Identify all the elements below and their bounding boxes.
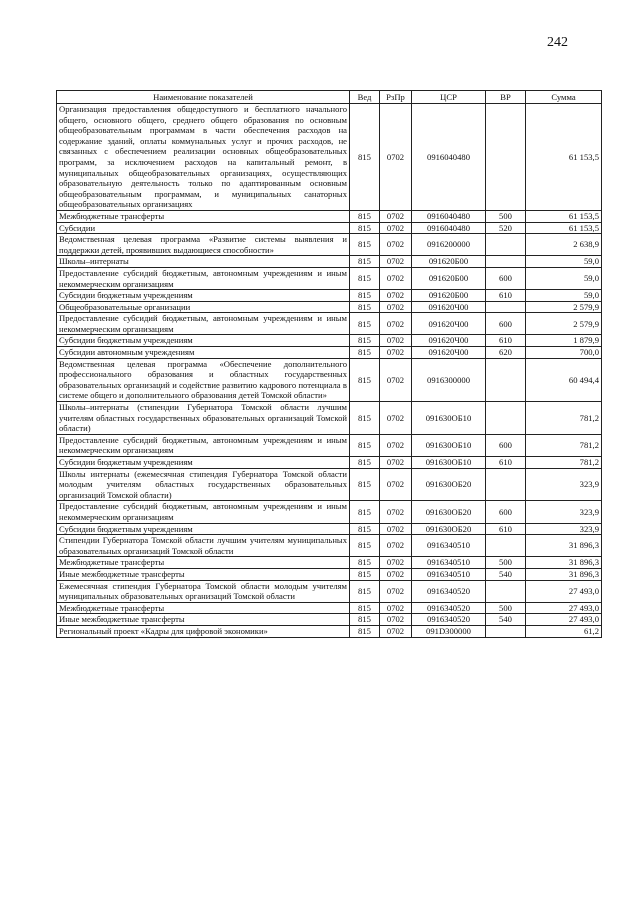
table-row bbox=[57, 358, 602, 401]
cell-csr: 091620Б00 bbox=[412, 267, 486, 289]
cell-sum: 59,0 bbox=[526, 267, 602, 289]
cell-rzpr: 0702 bbox=[380, 625, 412, 637]
cell-csr: 0916040480 bbox=[412, 210, 486, 222]
cell-vr bbox=[486, 234, 526, 256]
cell-csr: 091620Б00 bbox=[412, 256, 486, 268]
cell-name: Субсидии автономным учреждениям bbox=[57, 347, 350, 359]
cell-vr bbox=[486, 301, 526, 313]
cell-vr: 620 bbox=[486, 347, 526, 359]
cell-vr: 600 bbox=[486, 434, 526, 456]
header-name: Наименование показателей bbox=[57, 91, 350, 104]
cell-vr: 600 bbox=[486, 501, 526, 523]
cell-ved: 815 bbox=[350, 468, 380, 501]
cell-ved: 815 bbox=[350, 358, 380, 401]
cell-ved: 815 bbox=[350, 602, 380, 614]
cell-csr: 091630ОБ10 bbox=[412, 457, 486, 469]
table-row bbox=[57, 457, 602, 469]
cell-rzpr: 0702 bbox=[380, 267, 412, 289]
cell-vr: 600 bbox=[486, 313, 526, 335]
cell-ved: 815 bbox=[350, 568, 380, 580]
cell-sum: 59,0 bbox=[526, 290, 602, 302]
cell-vr bbox=[486, 402, 526, 435]
cell-sum: 31 896,3 bbox=[526, 535, 602, 557]
table-row bbox=[57, 104, 602, 211]
cell-sum: 700,0 bbox=[526, 347, 602, 359]
table-row bbox=[57, 313, 602, 335]
cell-rzpr: 0702 bbox=[380, 535, 412, 557]
cell-name: Предоставление субсидий бюджетным, автономным учреждениям и иным некоммерческим организациям bbox=[57, 434, 350, 456]
cell-vr bbox=[486, 104, 526, 211]
cell-sum: 31 896,3 bbox=[526, 568, 602, 580]
table-row bbox=[57, 625, 602, 637]
cell-rzpr: 0702 bbox=[380, 234, 412, 256]
cell-ved: 815 bbox=[350, 301, 380, 313]
cell-csr: 091630ОБ10 bbox=[412, 402, 486, 435]
cell-vr: 600 bbox=[486, 267, 526, 289]
table-row bbox=[57, 580, 602, 602]
cell-name: Межбюджетные трансферты bbox=[57, 210, 350, 222]
cell-csr: 0916340510 bbox=[412, 557, 486, 569]
cell-name: Субсидии бюджетным учреждениям bbox=[57, 457, 350, 469]
cell-rzpr: 0702 bbox=[380, 434, 412, 456]
cell-ved: 815 bbox=[350, 580, 380, 602]
table-row bbox=[57, 602, 602, 614]
cell-csr: 091620Ч00 bbox=[412, 313, 486, 335]
cell-name: Субсидии бюджетным учреждениям bbox=[57, 290, 350, 302]
cell-name: Предоставление субсидий бюджетным, автономным учреждениям и иным некоммерческим организациям bbox=[57, 313, 350, 335]
cell-ved: 815 bbox=[350, 523, 380, 535]
cell-name: Межбюджетные трансферты bbox=[57, 602, 350, 614]
table-row bbox=[57, 535, 602, 557]
cell-name: Стипендии Губернатора Томской области лучшим учителям муниципальных образовательных организаций Томской области bbox=[57, 535, 350, 557]
table-row bbox=[57, 434, 602, 456]
cell-csr: 091620Ч00 bbox=[412, 335, 486, 347]
cell-ved: 815 bbox=[350, 234, 380, 256]
cell-sum: 1 879,9 bbox=[526, 335, 602, 347]
cell-vr: 500 bbox=[486, 602, 526, 614]
cell-vr: 610 bbox=[486, 335, 526, 347]
table-row bbox=[57, 301, 602, 313]
cell-ved: 815 bbox=[350, 457, 380, 469]
header-ved: Вед bbox=[350, 91, 380, 104]
cell-csr: 0916340510 bbox=[412, 568, 486, 580]
cell-rzpr: 0702 bbox=[380, 501, 412, 523]
cell-sum: 60 494,4 bbox=[526, 358, 602, 401]
cell-csr: 0916040480 bbox=[412, 104, 486, 211]
cell-name: Предоставление субсидий бюджетным, автономным учреждениям и иным некоммерческим организациям bbox=[57, 501, 350, 523]
header-csr: ЦСР bbox=[412, 91, 486, 104]
cell-sum: 27 493,0 bbox=[526, 614, 602, 626]
cell-vr bbox=[486, 625, 526, 637]
cell-ved: 815 bbox=[350, 256, 380, 268]
cell-rzpr: 0702 bbox=[380, 256, 412, 268]
cell-rzpr: 0702 bbox=[380, 290, 412, 302]
cell-vr: 520 bbox=[486, 222, 526, 234]
cell-sum: 2 579,9 bbox=[526, 301, 602, 313]
cell-vr: 500 bbox=[486, 210, 526, 222]
cell-sum: 323,9 bbox=[526, 501, 602, 523]
cell-sum: 27 493,0 bbox=[526, 602, 602, 614]
cell-vr bbox=[486, 468, 526, 501]
cell-csr: 091630ОБ20 bbox=[412, 523, 486, 535]
table-row bbox=[57, 347, 602, 359]
cell-ved: 815 bbox=[350, 267, 380, 289]
cell-name: Предоставление субсидий бюджетным, автономным учреждениям и иным некоммерческим организациям bbox=[57, 267, 350, 289]
cell-rzpr: 0702 bbox=[380, 523, 412, 535]
cell-ved: 815 bbox=[350, 625, 380, 637]
cell-sum: 61 153,5 bbox=[526, 104, 602, 211]
cell-name: Межбюджетные трансферты bbox=[57, 557, 350, 569]
cell-csr: 0916040480 bbox=[412, 222, 486, 234]
cell-rzpr: 0702 bbox=[380, 335, 412, 347]
cell-name: Организация предоставления общедоступного и бесплатного начального общего, основного общего, среднего общего образования по основным общеобразовательным программам в части обеспечения расходов на содержание зданий, оплаты коммунальных услуг и прочих расходов, не связанных с обеспечением реализации основных общеобразовательных программ, за исключением расходов на капитальный ремонт, в муниципальных общеобразовательных организациях, осуществляющих образовательную деятельность только по адаптированным основным общеобразовательным программам, и муниципальных санаторных общеобразовательных организациях bbox=[57, 104, 350, 211]
cell-vr: 500 bbox=[486, 557, 526, 569]
cell-sum: 31 896,3 bbox=[526, 557, 602, 569]
cell-ved: 815 bbox=[350, 313, 380, 335]
cell-sum: 323,9 bbox=[526, 523, 602, 535]
cell-ved: 815 bbox=[350, 290, 380, 302]
cell-sum: 61,2 bbox=[526, 625, 602, 637]
cell-ved: 815 bbox=[350, 535, 380, 557]
cell-sum: 27 493,0 bbox=[526, 580, 602, 602]
cell-name: Ежемесячная стипендия Губернатора Томской области молодым учителям муниципальных образовательных организаций Томской области bbox=[57, 580, 350, 602]
cell-vr: 540 bbox=[486, 568, 526, 580]
cell-name: Школы–интернаты (стипендии Губернатора Томской области лучшим учителям областных государственных образовательных организаций Томской области) bbox=[57, 402, 350, 435]
header-rzpr: РзПр bbox=[380, 91, 412, 104]
cell-rzpr: 0702 bbox=[380, 402, 412, 435]
cell-csr: 0916340510 bbox=[412, 535, 486, 557]
cell-name: Иные межбюджетные трансферты bbox=[57, 568, 350, 580]
cell-sum: 781,2 bbox=[526, 434, 602, 456]
cell-csr: 0916340520 bbox=[412, 602, 486, 614]
cell-vr bbox=[486, 580, 526, 602]
table-row bbox=[57, 523, 602, 535]
cell-rzpr: 0702 bbox=[380, 210, 412, 222]
cell-csr: 091630ОБ20 bbox=[412, 468, 486, 501]
cell-sum: 781,2 bbox=[526, 457, 602, 469]
budget-table bbox=[56, 90, 602, 638]
cell-ved: 815 bbox=[350, 501, 380, 523]
table-header-row bbox=[57, 91, 602, 104]
cell-ved: 815 bbox=[350, 222, 380, 234]
cell-sum: 781,2 bbox=[526, 402, 602, 435]
table-row bbox=[57, 222, 602, 234]
cell-sum: 2 638,9 bbox=[526, 234, 602, 256]
cell-sum: 2 579,9 bbox=[526, 313, 602, 335]
cell-ved: 815 bbox=[350, 557, 380, 569]
cell-rzpr: 0702 bbox=[380, 468, 412, 501]
cell-rzpr: 0702 bbox=[380, 313, 412, 335]
cell-name: Субсидии бюджетным учреждениям bbox=[57, 523, 350, 535]
cell-name: Региональный проект «Кадры для цифровой экономики» bbox=[57, 625, 350, 637]
cell-rzpr: 0702 bbox=[380, 557, 412, 569]
table-row bbox=[57, 335, 602, 347]
cell-ved: 815 bbox=[350, 347, 380, 359]
cell-vr: 540 bbox=[486, 614, 526, 626]
cell-ved: 815 bbox=[350, 434, 380, 456]
cell-vr: 610 bbox=[486, 457, 526, 469]
cell-rzpr: 0702 bbox=[380, 568, 412, 580]
cell-csr: 0916200000 bbox=[412, 234, 486, 256]
cell-csr: 0916340520 bbox=[412, 614, 486, 626]
cell-rzpr: 0702 bbox=[380, 347, 412, 359]
cell-name: Субсидии bbox=[57, 222, 350, 234]
cell-vr: 610 bbox=[486, 523, 526, 535]
cell-name: Школы интернаты (ежемесячная стипендия Губернатора Томской области молодым учителям областных государственных образовательных организаций Томской области) bbox=[57, 468, 350, 501]
cell-rzpr: 0702 bbox=[380, 457, 412, 469]
table-row bbox=[57, 614, 602, 626]
cell-sum: 59,0 bbox=[526, 256, 602, 268]
cell-vr bbox=[486, 358, 526, 401]
table-row bbox=[57, 256, 602, 268]
table-body bbox=[57, 104, 602, 638]
cell-name: Субсидии бюджетным учреждениям bbox=[57, 335, 350, 347]
cell-sum: 61 153,5 bbox=[526, 222, 602, 234]
page-number: 242 bbox=[547, 35, 568, 50]
cell-name: Школы–интернаты bbox=[57, 256, 350, 268]
cell-rzpr: 0702 bbox=[380, 602, 412, 614]
cell-sum: 323,9 bbox=[526, 468, 602, 501]
table-row bbox=[57, 267, 602, 289]
table-row bbox=[57, 234, 602, 256]
table-row bbox=[57, 290, 602, 302]
cell-csr: 091D300000 bbox=[412, 625, 486, 637]
table-row bbox=[57, 210, 602, 222]
cell-rzpr: 0702 bbox=[380, 222, 412, 234]
cell-ved: 815 bbox=[350, 614, 380, 626]
cell-csr: 0916340520 bbox=[412, 580, 486, 602]
table-row bbox=[57, 402, 602, 435]
cell-vr bbox=[486, 256, 526, 268]
cell-ved: 815 bbox=[350, 402, 380, 435]
cell-vr: 610 bbox=[486, 290, 526, 302]
table-row bbox=[57, 501, 602, 523]
cell-rzpr: 0702 bbox=[380, 580, 412, 602]
table-row bbox=[57, 568, 602, 580]
cell-rzpr: 0702 bbox=[380, 614, 412, 626]
header-vr: ВР bbox=[486, 91, 526, 104]
cell-csr: 091620Ч00 bbox=[412, 347, 486, 359]
table-row bbox=[57, 468, 602, 501]
cell-sum: 61 153,5 bbox=[526, 210, 602, 222]
cell-rzpr: 0702 bbox=[380, 104, 412, 211]
cell-ved: 815 bbox=[350, 335, 380, 347]
cell-csr: 091620Ч00 bbox=[412, 301, 486, 313]
cell-rzpr: 0702 bbox=[380, 301, 412, 313]
cell-csr: 0916300000 bbox=[412, 358, 486, 401]
cell-vr bbox=[486, 535, 526, 557]
cell-ved: 815 bbox=[350, 210, 380, 222]
cell-csr: 091630ОБ20 bbox=[412, 501, 486, 523]
cell-csr: 091620Б00 bbox=[412, 290, 486, 302]
cell-name: Общеобразовательные организации bbox=[57, 301, 350, 313]
table-row bbox=[57, 557, 602, 569]
cell-name: Ведомственная целевая программа «Обеспечение дополнительного профессионального образования и областных государственных образовательных организаций и содействие развитию кадрового потенциала в системе общего и дополнительного образования детей Томской области» bbox=[57, 358, 350, 401]
cell-ved: 815 bbox=[350, 104, 380, 211]
header-sum: Сумма bbox=[526, 91, 602, 104]
cell-name: Иные межбюджетные трансферты bbox=[57, 614, 350, 626]
cell-rzpr: 0702 bbox=[380, 358, 412, 401]
cell-name: Ведомственная целевая программа «Развитие системы выявления и поддержки детей, проявивших выдающиеся способности» bbox=[57, 234, 350, 256]
cell-csr: 091630ОБ10 bbox=[412, 434, 486, 456]
